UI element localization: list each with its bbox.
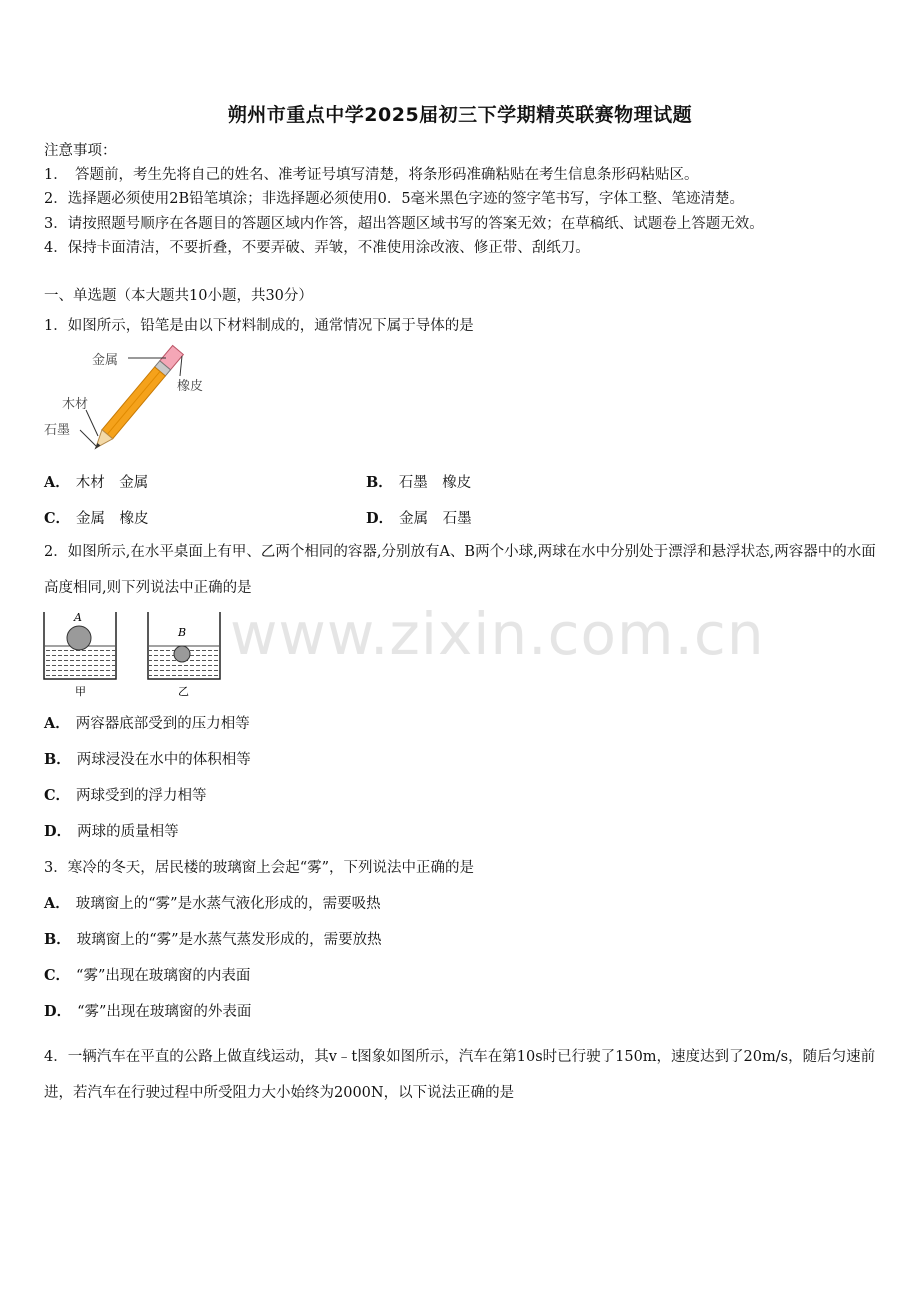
option-letter: C． (44, 510, 71, 527)
notes-heading: 注意事项： (44, 143, 117, 159)
container-jia-label: 甲 (75, 685, 86, 698)
q3-option-a[interactable] (44, 892, 381, 913)
q2-option-b[interactable] (44, 748, 251, 769)
option-letter: B． (44, 751, 71, 768)
option-letter: D． (366, 510, 394, 527)
question-1-stem: 1．如图所示，铅笔是由以下材料制成的，通常情况下属于导体的是 (44, 318, 474, 334)
q3-option-d[interactable] (44, 1000, 251, 1021)
option-text: 两容器底部受到的压力相等 (75, 716, 250, 732)
q3-option-b[interactable] (44, 928, 382, 949)
option-text: “雾”出现在玻璃窗的外表面 (77, 1004, 252, 1020)
label-graphite: 石墨 (44, 423, 71, 438)
question-4-stem: 4．一辆汽车在平直的公路上做直线运动，其v﹣t图象如图所示，汽车在第10s时已行驶了150m，速度达到了20m/s，随后匀速前进，若汽车在行驶过程中所受阻力大小始终为2000N，以下说法正确的是 (44, 1049, 876, 1101)
label-wood: 木材 (62, 397, 89, 412)
option-letter: A． (44, 474, 70, 491)
option-letter: D． (44, 1003, 72, 1020)
option-text: 石墨 橡皮 (398, 475, 472, 491)
option-letter: B． (366, 474, 393, 491)
option-text: 金属 石墨 (399, 511, 472, 527)
label-eraser: 橡皮 (177, 379, 204, 394)
option-letter: B． (44, 931, 71, 948)
note-item-3: 3．请按照题号顺序在各题目的答题区域内作答，超出答题区域书写的答案无效；在草稿纸、试题卷上答题无效。 (44, 216, 764, 232)
container-yi-label: 乙 (178, 685, 189, 698)
pencil-figure (40, 338, 230, 466)
ball-a-label: A (74, 611, 82, 624)
q3-option-c[interactable] (44, 964, 250, 985)
option-letter: A． (44, 895, 70, 912)
label-metal: 金属 (92, 353, 119, 368)
q2-option-d[interactable] (44, 820, 179, 841)
note-item-1: 1． 答题前，考生先将自己的姓名、准考证号填写清楚，将条形码准确粘贴在考生信息条形码粘贴区。 (44, 167, 699, 183)
ball-b-label: B (178, 626, 187, 639)
q1-option-c[interactable] (44, 507, 149, 528)
question-2-stem: 2．如图所示,在水平桌面上有甲、乙两个相同的容器,分别放有A、B两个小球,两球在水中分别处于漂浮和悬浮状态,两容器中的水面高度相同,则下列说法中正确的是 (44, 544, 876, 596)
option-text: 玻璃窗上的“雾”是水蒸气蒸发形成的，需要放热 (76, 932, 382, 948)
page-title: 朔州市重点中学2025届初三下学期精英联赛物理试题 (227, 104, 693, 126)
option-text: 两球的质量相等 (77, 824, 179, 840)
option-text: 两球受到的浮力相等 (76, 788, 207, 804)
q2-option-c[interactable] (44, 784, 207, 805)
option-letter: D． (44, 823, 72, 840)
note-item-4: 4．保持卡面清洁，不要折叠，不要弄破、弄皱，不准使用涂改液、修正带、刮纸刀。 (44, 240, 590, 256)
option-letter: A． (44, 715, 70, 732)
option-text: “雾”出现在玻璃窗的内表面 (76, 968, 251, 984)
option-text: 玻璃窗上的“雾”是水蒸气液化形成的，需要吸热 (75, 896, 381, 912)
q1-option-d[interactable] (366, 507, 472, 528)
option-text: 两球浸没在水中的体积相等 (76, 752, 251, 768)
q1-option-a[interactable] (44, 471, 148, 492)
section-heading: 一、单选题（本大题共10小题，共30分） (44, 288, 313, 304)
question-3-stem: 3．寒冷的冬天，居民楼的玻璃窗上会起“雾”，下列说法中正确的是 (44, 860, 475, 876)
option-text: 金属 橡皮 (76, 511, 149, 527)
containers-figure (40, 608, 230, 700)
q2-option-a[interactable] (44, 712, 250, 733)
watermark: www.zixin.com.cn (230, 600, 765, 668)
option-text: 木材 金属 (75, 475, 149, 491)
option-letter: C． (44, 787, 71, 804)
option-letter: C． (44, 967, 71, 984)
q1-option-b[interactable] (366, 471, 471, 492)
note-item-2: 2．选择题必须使用2B铅笔填涂；非选择题必须使用0．5毫米黑色字迹的签字笔书写，字体工整、笔迹清楚。 (44, 191, 745, 207)
